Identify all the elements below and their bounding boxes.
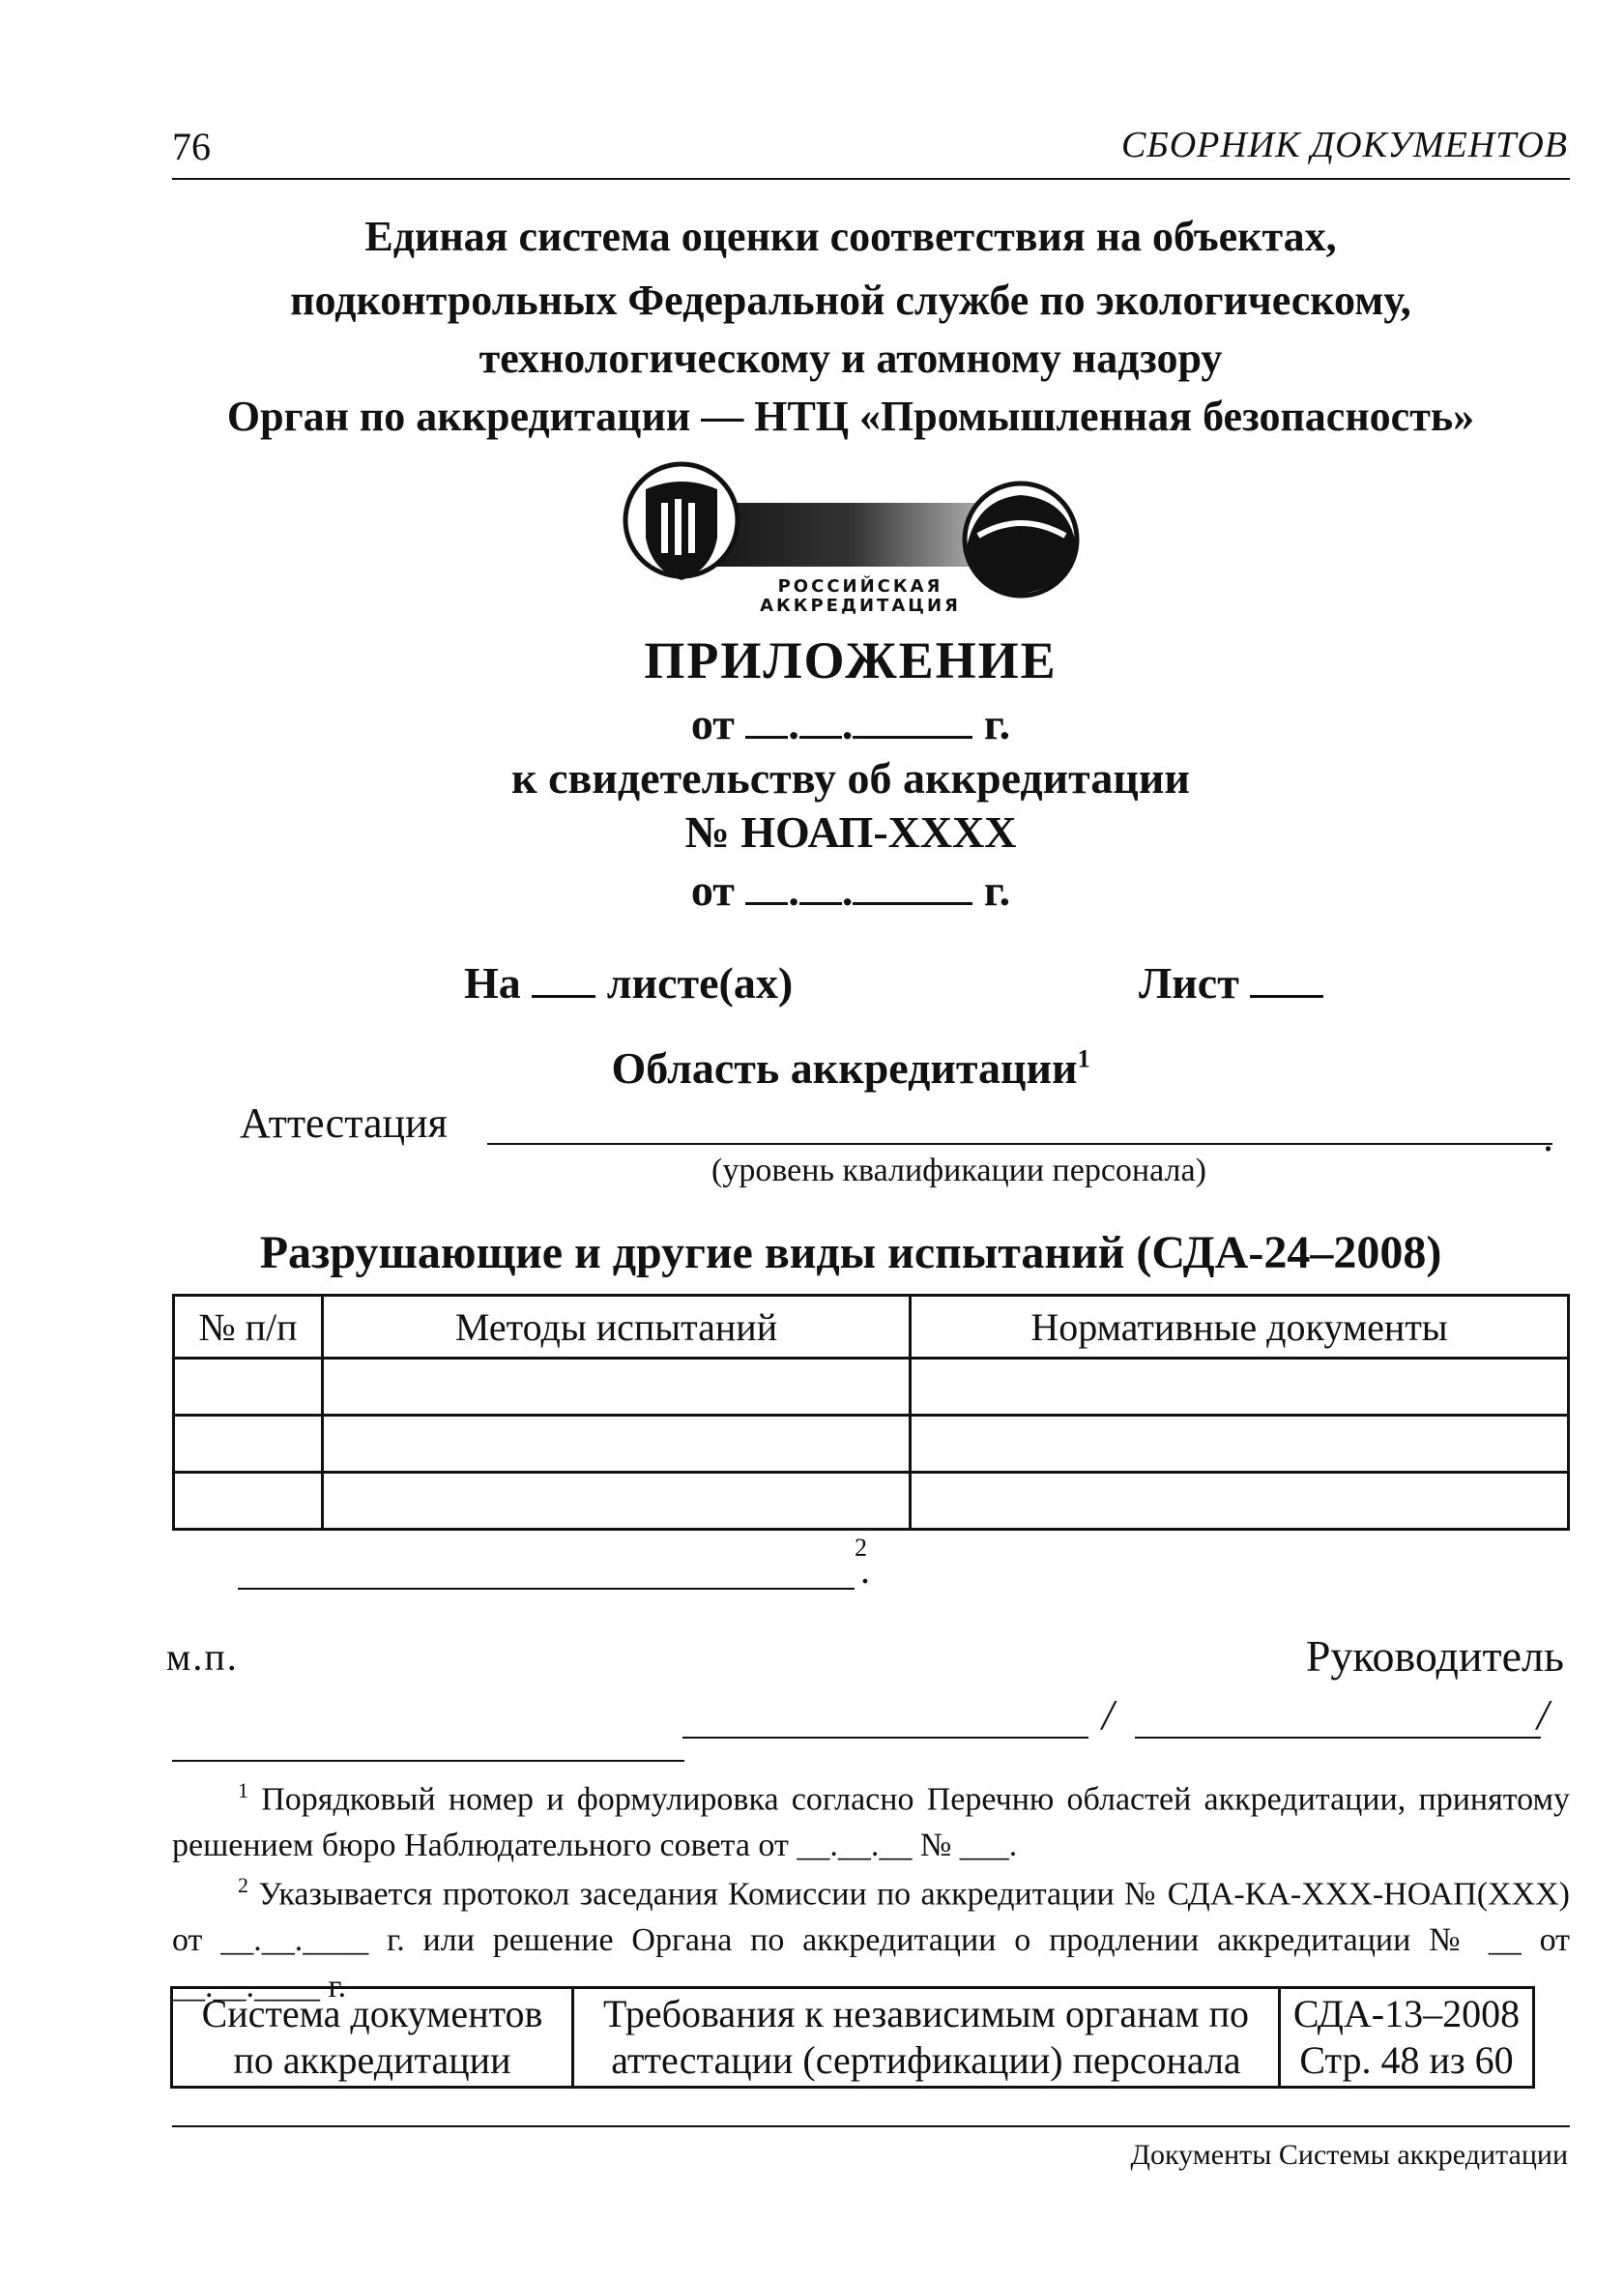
table-cell <box>323 1359 911 1416</box>
protocol-period: . <box>860 1548 870 1592</box>
doc-code: СДА-13–2008 <box>1292 1992 1521 2035</box>
protocol-footnote-mark: 2 <box>855 1534 867 1562</box>
date-month-blank <box>799 707 842 739</box>
system-title-line-2: подконтрольных Федеральной службе по экологическому, <box>290 277 1411 324</box>
page-number: 76 <box>172 125 211 168</box>
appendix-date: от . . г. <box>690 699 1011 748</box>
cert-day-blank <box>745 873 788 905</box>
certificate-from-label: от <box>690 865 735 915</box>
document-info-table <box>170 1986 1535 2089</box>
table-cell <box>174 1416 323 1473</box>
sheets-count-blank <box>532 966 595 998</box>
stamp-place-label: м.п. <box>166 1635 239 1679</box>
protocol-blank <box>238 1588 855 1590</box>
doc-system-line-1: Система документов <box>201 1992 543 2035</box>
russian-accreditation-logo <box>619 443 1102 619</box>
table-cell <box>174 1473 323 1530</box>
system-title-line-3: технологическому и атомному надзору <box>478 335 1223 382</box>
doc-system-line-2: по аккредитации <box>233 2038 511 2082</box>
logo-text-line-2: АККРЕДИТАЦИЯ <box>760 596 961 616</box>
column-header-number: № п/п <box>174 1296 323 1359</box>
collection-title: СБОРНИК ДОКУМЕНТОВ <box>1120 125 1568 165</box>
signature-slash-2: / <box>1537 1691 1550 1739</box>
attestation-hint: (уровень квалификации персонала) <box>711 1153 1206 1188</box>
footnote-1-mark: 1 <box>238 1778 248 1802</box>
table-cell <box>911 1359 1569 1416</box>
doc-page: Стр. 48 из 60 <box>1299 2038 1514 2082</box>
attestation-period: . <box>1543 1113 1553 1160</box>
sheet-number-blank <box>1250 966 1323 998</box>
sheet-label: Лист <box>1139 958 1239 1008</box>
doc-system-cell <box>172 1988 573 2088</box>
name-blank <box>1135 1737 1541 1739</box>
date-year-blank <box>853 707 972 739</box>
sheets-on-label: На <box>464 958 521 1008</box>
footnote-1 <box>172 1768 1570 1869</box>
system-title-line-1: Единая система оценки соответствия на объектах, <box>364 213 1337 260</box>
table-cell <box>323 1473 911 1530</box>
bottom-rule <box>172 2125 1570 2127</box>
table-cell <box>323 1416 911 1473</box>
table-cell <box>911 1473 1569 1530</box>
header-rule <box>172 178 1570 180</box>
doc-title-line-1: Требования к независимым органам по <box>603 1992 1249 2035</box>
table-header-row <box>174 1296 1569 1359</box>
scope-footnote-mark: 1 <box>1077 1044 1090 1073</box>
sheets-label: листе(ах) <box>606 958 794 1008</box>
doc-title-line-2: аттестации (сертификации) персонала <box>611 2038 1241 2082</box>
appendix-title: ПРИЛОЖЕНИЕ <box>644 631 1058 689</box>
attestation-blank <box>487 1143 1552 1145</box>
attestation-label: Аттестация <box>240 1099 448 1147</box>
signature-slash-1: / <box>1102 1691 1115 1739</box>
signature-blank <box>682 1737 1088 1739</box>
head-label: Руководитель <box>1305 1631 1564 1681</box>
table-row <box>174 1473 1569 1530</box>
bottom-note: Документы Системы аккредитации <box>1130 2139 1568 2171</box>
cert-month-blank <box>799 873 842 905</box>
appendix-from-label: от <box>690 699 735 748</box>
tests-table <box>172 1294 1570 1531</box>
certificate-year-suffix: г. <box>983 865 1011 915</box>
table-row <box>174 1359 1569 1416</box>
sheets-count <box>464 957 793 1009</box>
cert-year-blank <box>853 873 972 905</box>
scope-title <box>0 1042 1624 1094</box>
tests-title: Разрушающие и другие виды испытаний (СДА-24–2008) <box>259 1227 1442 1278</box>
scope-title-text: Область аккредитации <box>611 1043 1078 1093</box>
to-certificate-label: к свидетельству об аккредитации <box>511 753 1190 803</box>
footnote-1-text: Порядковый номер и формулировка согласно Перечню областей аккредитации, принятому решением бюро Наблюдательного совета от __.__.__ № ___. <box>172 1781 1570 1864</box>
sheet-number <box>1139 957 1323 1009</box>
appendix-year-suffix: г. <box>983 699 1011 748</box>
footnote-2-mark: 2 <box>238 1873 248 1897</box>
footnote-2-text: Указывается протокол заседания Комиссии по аккредитации № СДА-КА-XXX-НОАП(XXX) от __.__.____ г. или решение Органа по аккредитации о продлении аккредитации № __ от __.__.____ г. <box>172 1876 1570 2005</box>
date-day-blank <box>745 707 788 739</box>
table-cell <box>174 1359 323 1416</box>
certificate-number: № НОАП-XXXX <box>684 807 1017 857</box>
doc-title-cell <box>573 1988 1280 2088</box>
accreditation-body-title: Орган по аккредитации — НТЦ «Промышленная безопасность» <box>226 393 1475 440</box>
logo-text-line-1: РОССИЙСКАЯ <box>777 576 943 597</box>
table-cell <box>911 1416 1569 1473</box>
column-header-documents: Нормативные документы <box>911 1296 1569 1359</box>
footnote-rule <box>172 1760 684 1762</box>
doc-code-cell <box>1280 1988 1534 2088</box>
table-row <box>174 1416 1569 1473</box>
column-header-methods: Методы испытаний <box>323 1296 911 1359</box>
certificate-date: от . . г. <box>690 865 1011 915</box>
